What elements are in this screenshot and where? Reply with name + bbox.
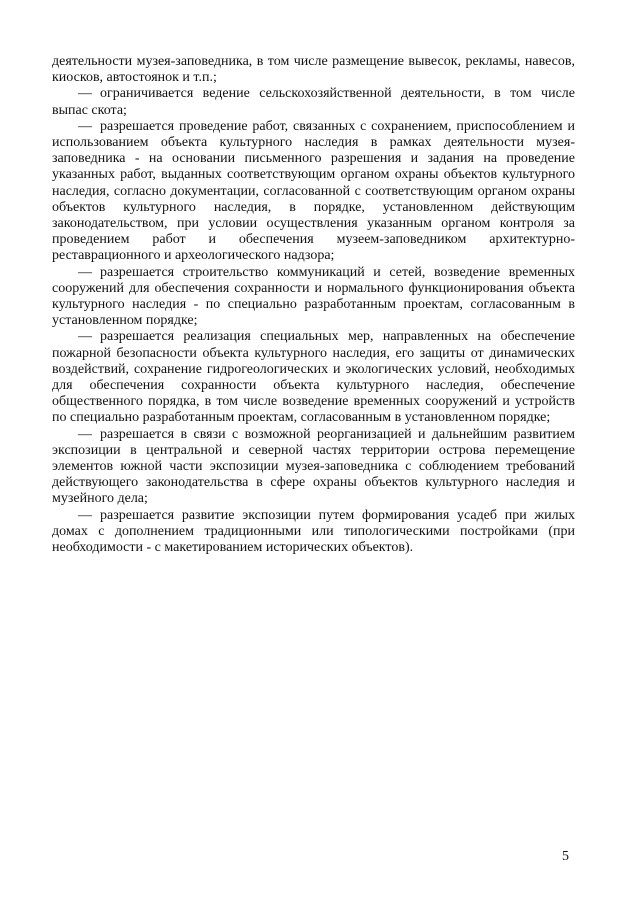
em-dash-marker: — xyxy=(78,264,92,280)
list-item-utilities-construction xyxy=(52,265,575,330)
em-dash-marker: — xyxy=(78,86,92,102)
paragraph-text: разрешается развитие экспозиции путем формирования усадеб при жилых домах с дополнением традиционными или типологическими постройками (при необходимости - с макетированием исторических объектов). xyxy=(52,507,575,556)
list-item-grazing-restriction xyxy=(52,86,575,118)
paragraph-text: разрешается реализация специальных мер, направленных на обеспечение пожарной безопасности объекта культурного наследия, его защиты от динамических воздействий, сохранение гидрогеологических и экологических условий, необходимых для обеспечения сохранности объекта культурного наследия, обеспечение общественного порядка, в том числе возведение временных сооружений и устройств по специально разработанным проектам, согласованным в установленном порядке; xyxy=(52,329,575,426)
page-number: 5 xyxy=(562,849,569,864)
em-dash-marker: — xyxy=(78,118,92,134)
paragraph-text: деятельности музея-заповедника, в том числе размещение вывесок, рекламы, навесов, киосков, автостоянок и т.п.; xyxy=(52,54,575,86)
em-dash-marker: — xyxy=(78,426,92,442)
list-item-exposition-relocation xyxy=(52,427,575,508)
em-dash-marker: — xyxy=(78,329,92,345)
document-body xyxy=(52,54,575,556)
paragraph-text: разрешается в связи с возможной реорганизацией и дальнейшим развитием экспозиции в центральной и северной частях территории острова перемещение элементов южной части экспозиции музея-заповедника с соблюдением требований действующего законодательства в сфере охраны объектов культурного наследия и музейного дела; xyxy=(52,426,575,507)
list-item-safety-measures xyxy=(52,329,575,426)
list-item-exposition-development xyxy=(52,508,575,557)
paragraph-continuation xyxy=(52,54,575,86)
paragraph-text: ограничивается ведение сельскохозяйственной деятельности, в том числе выпас скота; xyxy=(52,86,575,118)
paragraph-text: разрешается проведение работ, связанных с сохранением, приспособлением и использованием объекта культурного наследия в рамках деятельности музея-заповедника - на основании письменного разрешения и задания на проведение указанных работ, выданных соответствующим органом охраны объектов культурного наследия, согласно документации, согласованной с соответствующим органом охраны объектов культурного наследия, в порядке, установленном действующим законодательством, при условии осуществления указанным органом контроля за проведением работ и обеспечения музеем-заповедником архитектурно-реставрационного и археологического надзора; xyxy=(52,118,575,264)
list-item-preservation-works xyxy=(52,119,575,265)
em-dash-marker: — xyxy=(78,507,92,523)
paragraph-text: разрешается строительство коммуникаций и сетей, возведение временных сооружений для обеспечения сохранности и нормального функционирования объекта культурного наследия - по специально разработанным проектам, согласованным в установленном порядке; xyxy=(52,264,575,329)
